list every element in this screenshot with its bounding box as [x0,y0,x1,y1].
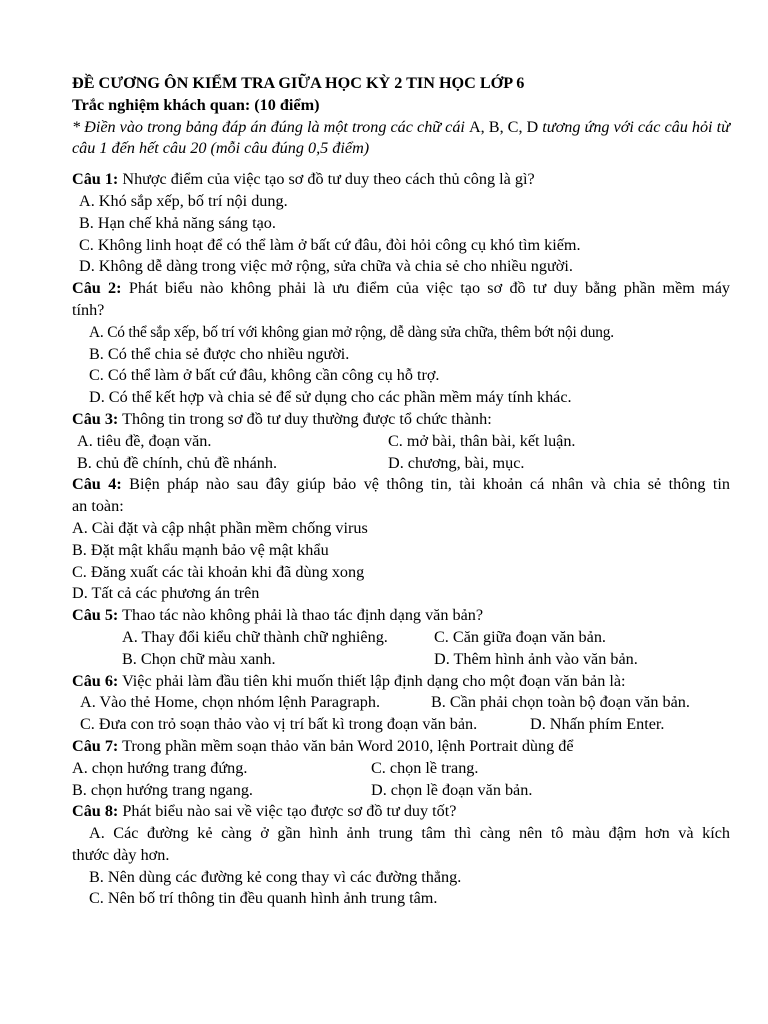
q3-option-b: B. chủ đề chính, chủ đề nhánh. [77,453,278,472]
q6-options-row-1 [72,692,730,714]
q2-option-b: B. Có thể chia sẻ được cho nhiều người. [89,344,350,363]
q1-option-d: D. Không dễ dàng trong việc mở rộng, sửa chữa và chia sẻ cho nhiều người. [79,257,573,276]
q5-options-row-1 [72,627,730,649]
q7-options-row-1 [72,758,730,780]
q7-option-a: A. chọn hướng trang đứng. [72,758,248,777]
q1-option-c: C. Không linh hoạt để có thể làm ở bất cứ đâu, đòi hỏi công cụ khó tìm kiếm. [79,235,581,254]
q2-option-d: D. Có thể kết hợp và chia sẻ để sử dụng cho các phần mềm máy tính khác. [89,388,572,407]
q5-option-a: A. Thay đổi kiểu chữ thành chữ nghiêng. [122,627,388,646]
q7-option-d: D. chọn lề đoạn văn bản. [371,780,533,799]
q3-option-c: C. mở bài, thân bài, kết luận. [388,431,576,450]
q4-option-c: C. Đăng xuất các tài khoản khi đã dùng xong [72,562,365,581]
q4-option-a: A. Cài đặt và cập nhật phần mềm chống virus [72,518,368,537]
q4-option-b: B. Đặt mật khẩu mạnh bảo vệ mật khẩu [72,540,329,559]
question-2-cont: tính? [72,300,105,319]
document-page [72,73,730,910]
question-4-cont: an toàn: [72,497,124,516]
q1-option-a: A. Khó sắp xếp, bố trí nội dung. [79,191,288,210]
document-title: ĐỀ CƯƠNG ÔN KIỂM TRA GIỮA HỌC KỲ 2 TIN HỌC LỚP 6 [72,74,525,92]
question-8: Câu 8: Phát biểu nào sai về việc tạo được sơ đồ tư duy tốt? [72,802,457,821]
q5-option-c: C. Căn giữa đoạn văn bản. [434,627,606,646]
q6-option-c: C. Đưa con trỏ soạn thảo vào vị trí bất kì trong đoạn văn bản. [80,715,478,734]
q6-option-d: D. Nhấn phím Enter. [530,715,665,734]
q2-option-a: A. Có thể sắp xếp, bố trí với không gian mở rộng, dễ dàng sửa chữa, thêm bớt nội dung. [89,323,614,341]
q2-option-c: C. Có thể làm ở bất cứ đâu, không cần công cụ hỗ trợ. [89,366,440,385]
q8-option-a: A. Các đường kẻ càng ở gần hình ảnh trung tâm thì càng nên tô màu đậm hơn và kích [89,824,730,843]
q4-option-d: D. Tất cả các phương án trên [72,584,260,603]
q5-options-row-2 [72,649,730,671]
q3-option-d: D. chương, bài, mục. [388,453,525,472]
q7-options-row-2 [72,780,730,802]
question-1: Câu 1: Nhược điểm của việc tạo sơ đồ tư duy theo cách thủ công là gì? [72,170,535,189]
section-heading: Trắc nghiệm khách quan: (10 điểm) [72,95,320,114]
instruction-note: * Điền vào trong bảng đáp án đúng là một trong các chữ cái A, B, C, D tương ứng với các câu hỏi từ câu 1 đến hết câu 20 (mỗi câu đúng 0,5 điểm) [72,117,730,158]
question-7: Câu 7: Trong phần mềm soạn thảo văn bản Word 2010, lệnh Portrait dùng để [72,736,574,755]
q1-option-b: B. Hạn chế khả năng sáng tạo. [79,213,276,232]
q8-option-a-cont: thước dày hơn. [72,845,170,864]
q3-options-row-1 [72,431,730,453]
q3-option-a: A. tiêu đề, đoạn văn. [77,431,212,450]
question-6: Câu 6: Việc phải làm đầu tiên khi muốn thiết lập định dạng cho một đoạn văn bản là: [72,671,626,690]
question-2: Câu 2: Phát biểu nào không phải là ưu điểm của việc tạo sơ đồ tư duy bằng phần mềm máy [72,279,730,298]
q7-option-b: B. chọn hướng trang ngang. [72,780,253,799]
q7-option-c: C. chọn lề trang. [371,758,479,777]
q5-option-b: B. Chọn chữ màu xanh. [122,649,276,668]
q5-option-d: D. Thêm hình ảnh vào văn bản. [434,649,638,668]
q8-option-b: B. Nên dùng các đường kẻ cong thay vì các đường thẳng. [89,867,462,886]
q6-option-b: B. Cần phải chọn toàn bộ đoạn văn bản. [431,693,690,712]
question-5: Câu 5: Thao tác nào không phải là thao tác định dạng văn bản? [72,606,484,625]
q6-option-a: A. Vào thẻ Home, chọn nhóm lệnh Paragraph. [80,693,380,712]
q6-options-row-2 [72,714,730,736]
q8-option-c: C. Nên bố trí thông tin đều quanh hình ảnh trung tâm. [89,889,438,908]
question-4: Câu 4: Biện pháp nào sau đây giúp bảo vệ thông tin, tài khoản cá nhân và chia sẻ thông tin [72,475,731,494]
q3-options-row-2 [72,453,730,475]
question-3: Câu 3: Thông tin trong sơ đồ tư duy thường được tổ chức thành: [72,409,492,428]
